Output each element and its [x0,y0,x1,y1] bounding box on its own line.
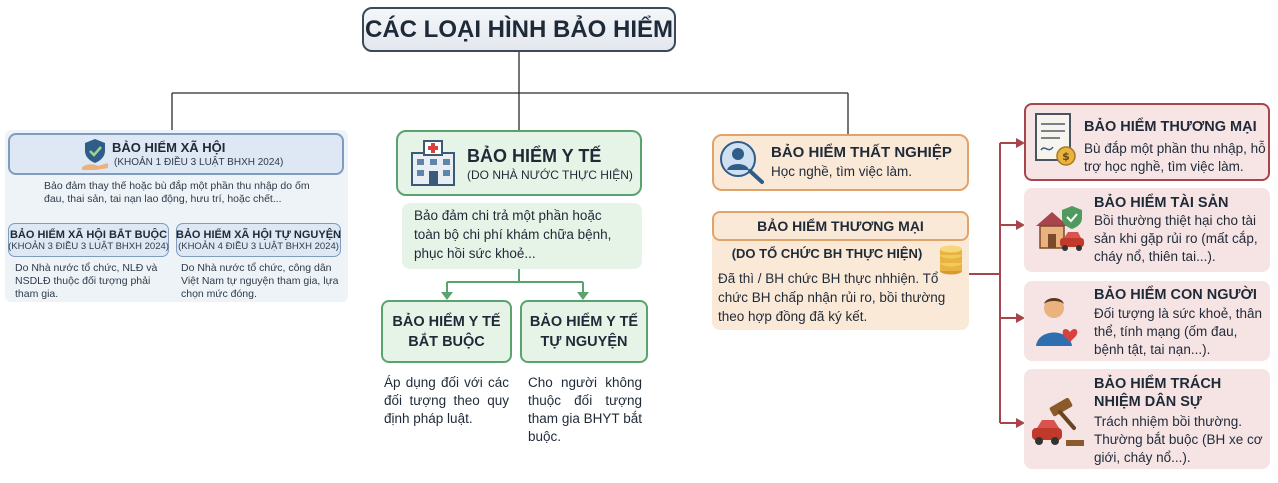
bhyt-subtitle: (DO NHÀ NƯỚC THỰC HIỆN) [467,168,633,182]
job-search-icon [718,137,766,185]
bhxh-title: BẢO HIỂM XÃ HỘI [112,140,226,155]
bhyt-mandatory-title-line1: BẢO HIỂM Y TẾ [392,313,501,330]
bhyt-mandatory-description: Áp dụng đối với các đối tượng theo quy định pháp luật. [384,375,509,426]
person-heart-icon [1032,292,1084,348]
liability-title-line1: BẢO HIỂM TRÁCH [1094,376,1222,392]
hospital-icon [406,137,460,187]
bhyt-description: Bảo đảm chi trả một phần hoặc toàn bộ chi phí khám chữa bệnh, phục hồi sức khoẻ... [402,203,642,269]
bhxh-voluntary-description: Do Nhà nước tổ chức, công dân Việt Nam tự nguyện tham gia, lựa chọn mức đóng. [181,262,339,300]
gavel-car-icon [1030,398,1086,450]
commercial-title: BẢO HIỂM THƯƠNG MẠI [1084,119,1257,135]
bhxh-mandatory-subtitle: (KHOẢN 3 ĐIỀU 3 LUẬT BHXH 2024) [8,240,169,252]
bhyt-mandatory-box [381,300,512,363]
contract-document-icon [1030,110,1078,170]
bhyt-title: BẢO HIỂM Y TẾ [467,146,602,166]
bhyt-voluntary-description: Cho người không thuộc đối tượng tham gia BHYT bắt buộc. [528,375,642,444]
bhxh-voluntary-box [176,223,341,257]
bhtn-title: BẢO HIỂM THẤT NGHIỆP [771,144,952,161]
bhxh-mandatory-box [8,223,169,257]
people-title: BẢO HIỂM CON NGƯỜI [1094,287,1257,303]
bhxh-mandatory-title: BẢO HIỂM XÃ HỘI BẮT BUỘC [9,228,168,241]
bhyt-mandatory-title-line2: BẮT BUỘC [408,333,485,350]
commercial-description: Bù đắp một phần thu nhập, hỗ trợ học nghề, tìm việc làm. [1084,141,1266,174]
bhyt-voluntary-box [520,300,648,363]
bhtm-subtitle: (DO TỔ CHỨC BH THỰC HIỆN) [731,246,923,261]
diagram-title: CÁC LOẠI HÌNH BẢO HIỂM [362,7,676,52]
bhxh-voluntary-title: BẢO HIỂM XÃ HỘI TỰ NGUYỆN [176,228,341,241]
property-description: Bồi thường thiệt hại cho tài sản khi gặp rủi ro (mất cắp, cháy nổ, thiên tai...). [1094,213,1258,264]
bhyt-voluntary-title-line1: BẢO HIỂM Y TẾ [529,313,639,330]
house-car-icon [1032,202,1086,254]
bhxh-subtitle: (KHOẢN 1 ĐIỀU 3 LUẬT BHXH 2024) [114,157,284,168]
property-title: BẢO HIỂM TÀI SẢN [1094,195,1229,211]
bhxh-voluntary-subtitle: (KHOẢN 4 ĐIỀU 3 LUẬT BHXH 2024) [178,240,339,252]
bhtn-description: Học nghề, tìm việc làm. [771,164,913,179]
bhxh-mandatory-description: Do Nhà nước tổ chức, NLĐ và NSDLĐ thuộc đối tượng phải tham gia. [15,262,158,300]
liability-description: Trách nhiệm bồi thường. Thường bắt buộc (BH xe cơ giới, cháy nổ...). [1094,414,1263,465]
people-description: Đối tượng là sức khoẻ, thân thể, tính mạng (ốm đau, bệnh tật, tai nạn...). [1094,306,1263,357]
svg-text:$: $ [1062,150,1070,163]
bhtm-description: Đã thì / BH chức BH thực nhhiện. Tổ chức BH chấp nhận rủi ro, bồi thường theo hợp đồng đã ký kết. [718,271,946,324]
bhtm-title: BẢO HIỂM THƯƠNG MẠI [712,211,969,241]
bhxh-description: Bảo đảm thay thế hoặc bù đắp một phần thu nhập do ốm đau, thai sản, tai nạn lao động, hưu trí, hoặc chết... [44,180,310,205]
liability-title-line2: NHIỆM DÂN SỰ [1094,394,1202,410]
shield-hand-icon [80,137,110,171]
bhyt-voluntary-title-line2: TỰ NGUYỆN [540,333,628,350]
